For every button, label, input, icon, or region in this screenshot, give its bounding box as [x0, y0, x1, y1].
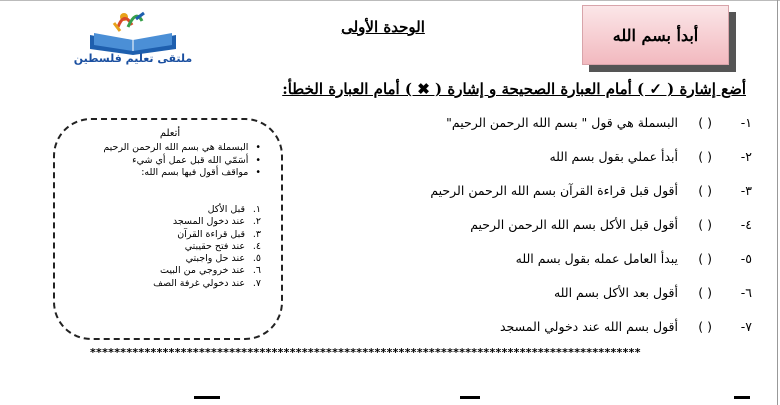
- learn-occasions-list: [153, 204, 261, 290]
- list-item-text: قبل قراءة القرآن: [177, 228, 245, 240]
- question-item: [352, 212, 752, 246]
- question-text: أقول بسم الله عند دخولي المسجد: [500, 319, 678, 334]
- list-item: [153, 278, 261, 290]
- learn-bullet: • مواقف أقول فيها بسم الله:: [103, 167, 261, 180]
- list-item-number: ١.: [252, 204, 261, 215]
- logo-caption: ملتقى تعليم فلسطين: [73, 52, 193, 65]
- cropped-next-line: [0, 396, 780, 405]
- learn-bullets: [103, 142, 261, 180]
- list-item: [153, 241, 261, 253]
- question-number: ٤-: [740, 217, 752, 232]
- question-text: أقول بعد الأكل بسم الله: [553, 285, 678, 300]
- learn-box: [53, 118, 283, 340]
- star-separator: *******************************************************************************************: [90, 346, 641, 358]
- question-number: ٧-: [740, 319, 752, 334]
- list-item: [153, 253, 261, 265]
- answer-parentheses[interactable]: ( ): [698, 285, 712, 300]
- question-item: [352, 246, 752, 280]
- cropped-glyph: [734, 396, 750, 405]
- list-item-number: ٢.: [252, 216, 261, 228]
- list-item-text: عند دخولي غرفة الصف: [153, 277, 245, 289]
- question-number: ٣-: [740, 183, 752, 198]
- question-item: [352, 280, 752, 314]
- list-item: [153, 216, 261, 228]
- list-item: [153, 204, 261, 216]
- true-false-questions: [352, 110, 752, 348]
- answer-parentheses[interactable]: ( ): [698, 217, 712, 232]
- answer-parentheses[interactable]: ( ): [698, 319, 712, 334]
- question-item: [352, 144, 752, 178]
- learn-bullet: • أسَمّي الله قبل عمل أي شيء: [103, 155, 261, 168]
- question-text: أقول قبل قراءة القرآن بسم الله الرحمن الرحيم: [430, 183, 678, 198]
- cropped-glyph: [460, 396, 480, 405]
- list-item-number: ٥.: [252, 253, 261, 265]
- list-item: [153, 229, 261, 241]
- list-item-text: قبل الأكل: [207, 204, 245, 215]
- question-item: [352, 110, 752, 144]
- question-text: البسملة هي قول " بسم الله الرحمن الرحيم": [446, 115, 678, 130]
- answer-parentheses[interactable]: ( ): [698, 251, 712, 266]
- question-item: [352, 178, 752, 212]
- question-number: ٦-: [740, 285, 752, 300]
- question-text: يبدأ العامل عمله بقول بسم الله: [515, 251, 678, 266]
- learn-box-title: أتعلم: [159, 128, 181, 139]
- list-item: [153, 265, 261, 277]
- list-item-text: عند فتح حقيبتي: [184, 240, 245, 252]
- question-text: أبدأ عملي بقول بسم الله: [549, 149, 678, 164]
- instruction-heading: أضع إشارة ( ✓ ) أمام العبارة الصحيحة و إشارة ( ✖ ) أمام العبارة الخطأ:: [282, 80, 746, 98]
- list-item-number: ٤.: [252, 240, 261, 252]
- question-item: [352, 314, 752, 348]
- question-number: ٥-: [740, 251, 752, 266]
- list-item-text: عند خروجي من البيت: [160, 265, 245, 277]
- question-text: أقول قبل الأكل بسم الله الرحمن الرحيم: [470, 217, 678, 232]
- page-top-border: [0, 0, 780, 1]
- unit-title: الوحدة الأولى: [341, 18, 425, 36]
- question-number: ٢-: [740, 149, 752, 164]
- answer-parentheses[interactable]: ( ): [698, 183, 712, 198]
- list-item-number: ٣.: [252, 228, 261, 240]
- list-item-text: عند دخول المسجد: [172, 216, 245, 228]
- answer-parentheses[interactable]: ( ): [698, 115, 712, 130]
- lesson-badge-text: أبدأ بسم الله: [612, 25, 699, 45]
- cropped-glyph: [194, 396, 220, 405]
- page-right-border: [777, 0, 778, 405]
- answer-parentheses[interactable]: ( ): [698, 149, 712, 164]
- lesson-badge: [582, 5, 729, 65]
- learn-bullet: • البسملة هي بسم الله الرحمن الرحيم: [103, 142, 261, 155]
- list-item-number: ٦.: [252, 265, 261, 277]
- question-number: ١-: [740, 115, 752, 130]
- list-item-text: عند حل واجبتي: [185, 253, 245, 265]
- list-item-number: ٧.: [252, 277, 261, 289]
